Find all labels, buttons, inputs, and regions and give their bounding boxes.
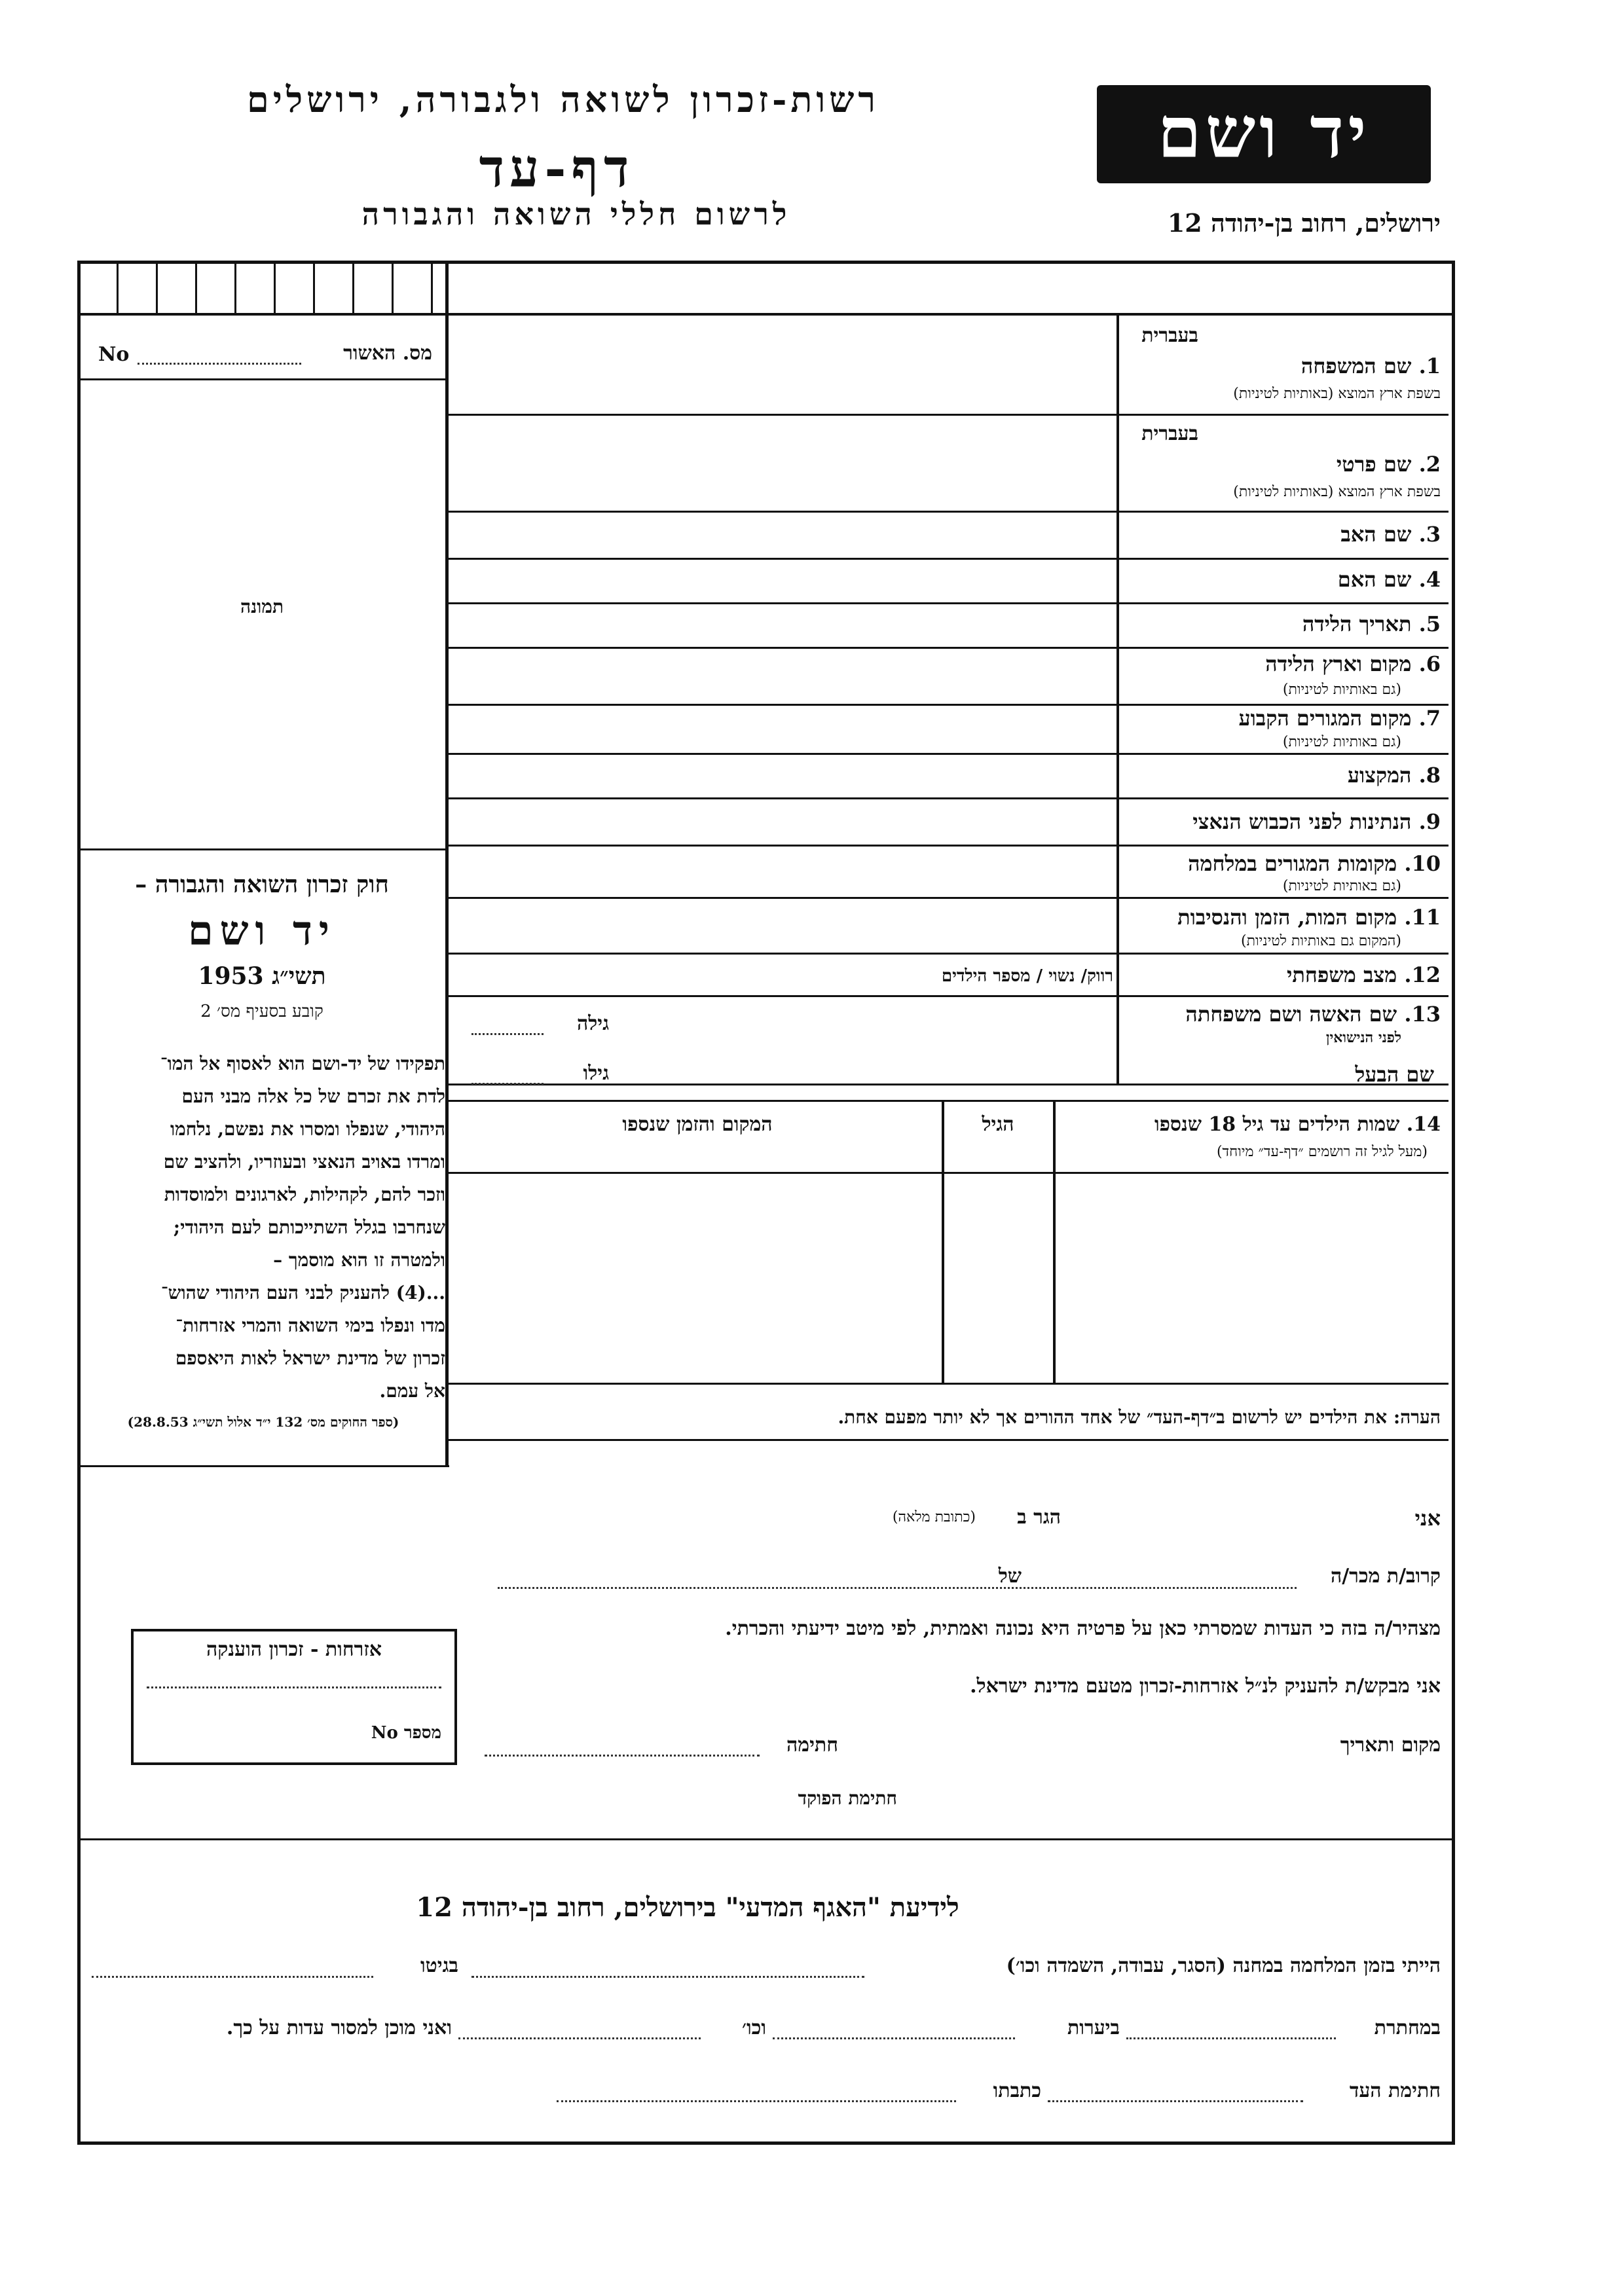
children-col-divider: [942, 1101, 944, 1383]
field-12-label: [1126, 962, 1441, 987]
declarant-address-note: (כתובת מלאה): [892, 1509, 976, 1525]
law-text-line: שנחרבו בגלל השתייכותם לעם היהודי;: [173, 1216, 445, 1238]
field-10-num: 10.: [1404, 851, 1441, 876]
row-line: [449, 602, 1449, 604]
bottom-line1-camp: הייתי בזמן המלחמה במחנה (הסגר, עבודה, השמדה וכו׳): [1006, 1954, 1441, 1977]
bottom-title: לידיעת "האגף המדעי" בירושלים, רחוב בן-יהודה 12: [416, 1892, 959, 1923]
law-text-line: ולמטרה זו הוא מוסמך –: [273, 1249, 445, 1271]
field-2-sub: בשפת ארץ המוצא (באותיות לטיניות): [1233, 484, 1441, 500]
husband-label: שם הבעל: [1355, 1062, 1434, 1087]
field-9-label: [1126, 809, 1441, 834]
field-2-text: שם פרטי: [1336, 452, 1412, 477]
row-line: [449, 647, 1449, 649]
tick-strip: [77, 261, 444, 313]
field-1-text: שם המשפחה: [1301, 354, 1412, 378]
field-9-num: 9.: [1418, 809, 1441, 834]
declare-text: מצהיר/ה בזה כי העדות שמסרתי כאן על פרטיה היא נכונה ואמתית, לפי מיטב ידיעתי והכרתי.: [725, 1617, 1441, 1640]
field-1-num: 1.: [1418, 354, 1441, 378]
label-column-divider: [1116, 313, 1119, 1085]
bottom-line2-etc: וכו׳: [742, 2016, 766, 2039]
field-1-sub: בשפת ארץ המוצא (באותיות לטיניות): [1233, 386, 1441, 402]
field-3-text: שם האב: [1340, 522, 1412, 547]
note-text: הערה: את הילדים יש לרשום ב״דף-העד״ של אחד ההורים אך לא יותר מפעם אחת.: [838, 1406, 1441, 1428]
field-7-text: מקום המגורים הקבוע: [1238, 706, 1412, 731]
bottom-line3-address: כתבתו: [993, 2079, 1041, 2102]
field-8-label: [1126, 763, 1441, 788]
row-line: [449, 995, 1449, 997]
form-subtitle: לרשום חללי השואה והגבורה: [361, 196, 791, 232]
bottom-line3-dots-b: [557, 2100, 956, 2102]
field-4-num: 4.: [1418, 567, 1441, 592]
field-13-sub: לפני הנישואין: [1325, 1029, 1401, 1046]
row-line: [449, 558, 1449, 560]
field-7-label: [1126, 706, 1441, 731]
children-col-divider: [1053, 1101, 1056, 1383]
marital-options: רווק/ נשוי / מספר הילדים: [941, 966, 1113, 986]
row-line: [449, 845, 1449, 847]
approval-dots: [138, 363, 301, 365]
row-line: [449, 953, 1449, 955]
wife-age-label: גילה: [576, 1012, 609, 1035]
bottom-line2-underground: במחתרת: [1374, 2016, 1441, 2039]
law-text-line: ...(4) להעניק לבני העם היהודי שהוש־: [160, 1282, 445, 1303]
row-line: [449, 797, 1449, 799]
law-text-line: תפקידו של יד-ושם הוא לאסוף אל המו־: [160, 1053, 445, 1074]
request-text: אני מבקש/ת להעניק לנ״ל אזרחות-זכרון מטעם מדינת ישראל.: [970, 1675, 1441, 1698]
approval-row-line: [77, 378, 447, 380]
left-panel-divider: [445, 261, 449, 1465]
field-3-num: 3.: [1418, 522, 1441, 547]
children-header-names-text: שמות הילדים עד גיל 18 שנספו: [1154, 1113, 1400, 1136]
law-text-line: היהודי, שנפלו ומסרו את נפשם, נלחמו: [170, 1118, 445, 1140]
field-7-sub: (גם באותיות לטיניות): [1282, 734, 1401, 750]
form-title: דף-עד: [479, 137, 635, 199]
bottom-line1-dots-b: [92, 1976, 373, 1978]
citizenship-number: מספר No: [371, 1723, 441, 1743]
field-2-label: [1126, 452, 1441, 477]
children-header-line: [449, 1172, 1449, 1174]
approval-number-row: [92, 340, 432, 373]
field-9-text: הנתינות לפני הכבוש הנאצי: [1192, 809, 1412, 834]
children-header-names: [1061, 1113, 1441, 1136]
law-text-line: זכרון של מדינת ישראל לאות היאספם: [175, 1347, 445, 1369]
law-year: תשי״ג 1953: [198, 962, 326, 990]
photo-box-bottom: [77, 848, 447, 850]
law-clause: קובע בסעיף מס׳ 2: [200, 1002, 323, 1021]
law-text-line: מדו ונפלו בימי השואה והמרי אזרחות־: [175, 1315, 445, 1336]
law-reference: (ספר החוקים מס׳ 132 י״ד אלול תשי״ג 28.8.53): [127, 1414, 399, 1430]
bottom-line2-dots-c: [458, 2037, 701, 2039]
field-10-sub: (גם באותיות לטיניות): [1282, 878, 1401, 894]
officer-label: חתימת הפוקד: [798, 1787, 897, 1809]
children-header-sub: (מעל לגיל זה רושמים ״דף-עד״ מיוחד): [1216, 1144, 1428, 1160]
bottom-line3-dots-a: [1048, 2100, 1303, 2102]
declarant-section-bottom: [77, 1838, 1452, 1840]
relation-of-label: של: [998, 1565, 1022, 1588]
field-2-lang: בעברית: [1141, 422, 1198, 445]
field-5-num: 5.: [1418, 611, 1441, 636]
field-12-text: מצב משפחתי: [1287, 962, 1397, 987]
yad-vashem-logo: [1097, 85, 1431, 183]
field-2-num: 2.: [1418, 452, 1441, 477]
relation-label: קרוב/ת מכר/ה: [1330, 1565, 1441, 1588]
bottom-line2-dots-a: [1126, 2037, 1336, 2039]
declarant-resides-label: הגר ב: [1017, 1506, 1061, 1529]
law-text-line: וזכר להם, לקהילות, לארגונים ולמוסדות: [164, 1184, 445, 1205]
law-text-line: לדת את זכרם של כל אלה מבני העם: [181, 1085, 445, 1107]
field-8-num: 8.: [1418, 763, 1441, 788]
approval-label: מס. האשור: [343, 342, 432, 365]
field-6-label: [1126, 651, 1441, 676]
children-table-bottom: [449, 1383, 1449, 1385]
field-1-lang: בעברית: [1141, 324, 1198, 347]
law-name: יד ושם: [187, 907, 337, 955]
declarant-i-label: אני: [1414, 1506, 1441, 1531]
row-line: [449, 511, 1449, 513]
field-11-text: מקום המות, הזמן והנסיבות: [1177, 905, 1397, 930]
citizenship-box: [131, 1629, 457, 1765]
row-line: [449, 897, 1449, 899]
children-header-age: הגיל: [982, 1113, 1014, 1136]
row-line: [449, 753, 1449, 755]
field-13-num: 13.: [1404, 1002, 1441, 1027]
relation-dots: [498, 1587, 1297, 1589]
citizenship-box-title: אזרחות - זכרון הוענקה: [206, 1638, 382, 1661]
field-6-text: מקום וארץ הלידה: [1265, 651, 1412, 676]
signature-label: חתימה: [786, 1734, 838, 1757]
field-7-num: 7.: [1418, 706, 1441, 731]
bottom-line1-ghetto: בגיטו: [420, 1954, 458, 1977]
field-13-text: שם האשה ושם משפחתה: [1185, 1002, 1397, 1027]
law-text: [81, 1048, 445, 1408]
field-10-label: [1126, 851, 1441, 876]
signature-dots: [485, 1755, 760, 1757]
bottom-line2-dots-b: [773, 2037, 1015, 2039]
row-line: [449, 414, 1449, 416]
photo-label: תמונה: [240, 596, 284, 617]
top-strip-bottom: [77, 313, 1452, 316]
place-date-label: מקום ותאריך: [1340, 1734, 1441, 1757]
husband-age-label: גילו: [583, 1062, 609, 1085]
law-text-line: ומרדו באויב הנאצי ובעוזריו, ולהציב שם: [163, 1151, 445, 1173]
field-11-sub: (המקום גם באותיות לטיניות): [1241, 933, 1401, 949]
field-6-sub: (גם באותיות לטיניות): [1282, 682, 1401, 698]
law-box-bottom: [77, 1465, 449, 1467]
children-num: 14.: [1406, 1113, 1441, 1136]
field-8-text: המקצוע: [1347, 763, 1412, 788]
row-line: [449, 1100, 1449, 1102]
bottom-line2-forests: ביערות: [1067, 2016, 1120, 2039]
field-3-label: [1126, 522, 1441, 547]
field-11-num: 11.: [1404, 905, 1441, 930]
field-11-label: [1126, 905, 1441, 930]
field-12-num: 12.: [1404, 962, 1441, 987]
authority-title: רשות-זכרון לשואה ולגבורה, ירושלים: [247, 79, 879, 120]
field-4-text: שם האם: [1337, 567, 1412, 592]
note-line: [449, 1439, 1449, 1441]
field-1-label: [1126, 354, 1441, 378]
bottom-line2-ready: ואני מוכן למסור עדות על כך.: [226, 2016, 452, 2039]
no-sign: No: [98, 343, 130, 366]
bottom-line3-witness-sig: חתימת העד: [1349, 2079, 1441, 2102]
children-header-place: המקום והזמן שנספו: [622, 1113, 773, 1136]
logo-text: יד ושם: [1157, 92, 1371, 174]
law-title: חוק זכרון השואה והגבורה –: [135, 871, 389, 898]
citizenship-dots: [147, 1686, 441, 1688]
husband-age-dots: [471, 1083, 544, 1085]
field-13-label: [1126, 1002, 1441, 1027]
law-text-line: אל עמם.: [379, 1380, 445, 1402]
bottom-line1-dots-a: [471, 1976, 864, 1978]
field-6-num: 6.: [1418, 651, 1441, 676]
field-10-text: מקומות המגורים במלחמה: [1188, 851, 1397, 876]
address-header: ירושלים, רחוב בן-יהודה 12: [1167, 208, 1441, 238]
field-4-label: [1126, 567, 1441, 592]
wife-age-dots: [471, 1033, 544, 1035]
field-5-text: תאריך הלידה: [1302, 611, 1412, 636]
field-5-label: [1126, 611, 1441, 636]
